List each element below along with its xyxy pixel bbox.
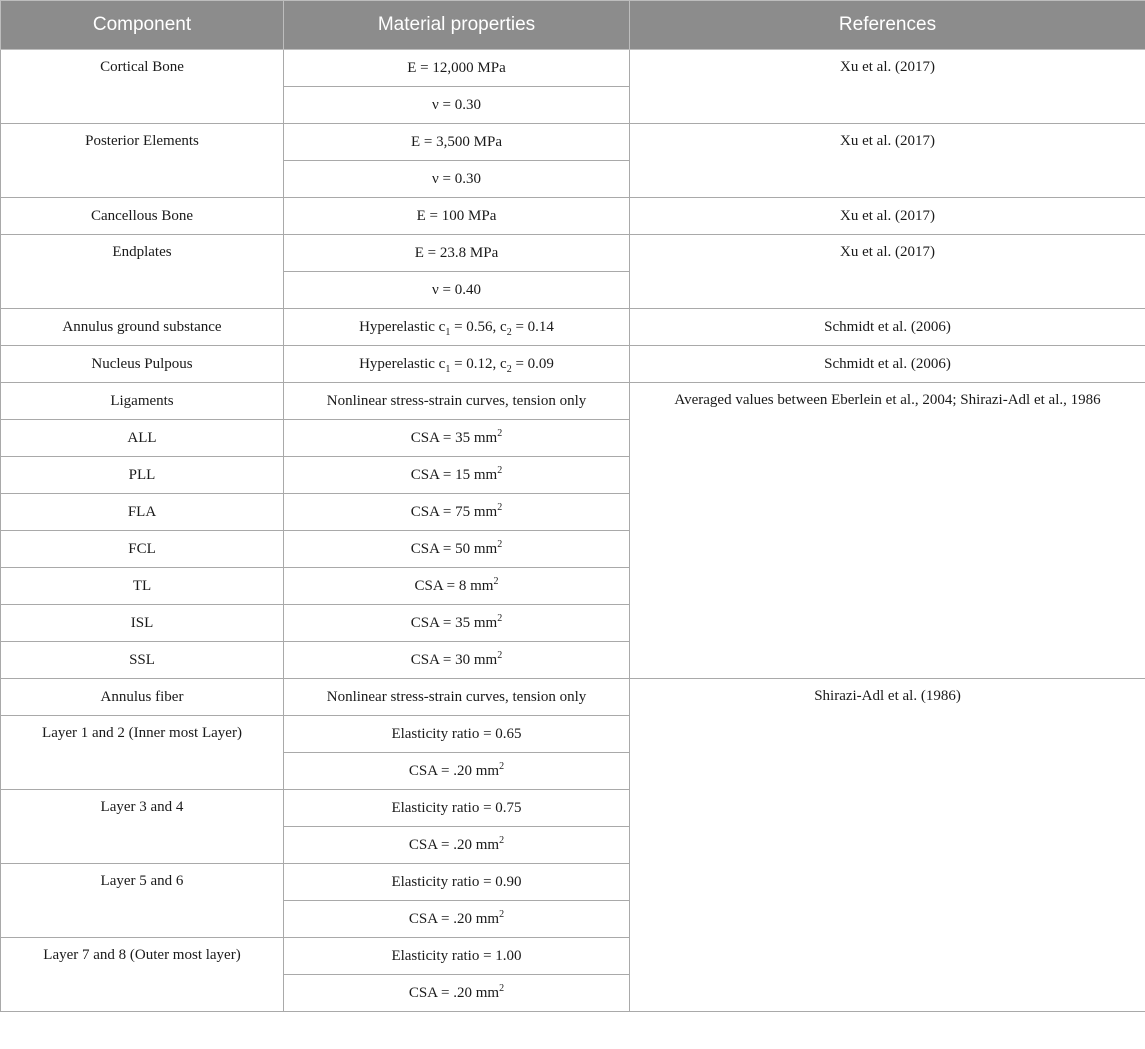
property-cell: CSA = .20 $mm^2$	[284, 901, 630, 938]
component-endplates: Endplates	[1, 235, 284, 309]
property-cell: CSA = 35 $mm^2$	[284, 605, 630, 642]
ligament-name: FLA	[1, 494, 284, 531]
property-cell: ν = 0.30	[284, 161, 630, 198]
table-row	[1, 346, 1145, 383]
table-row	[1, 309, 1145, 346]
table-row	[1, 235, 1145, 272]
reference-cell-ligaments: Averaged values between Eberlein et al., 2004; Shirazi-Adl et al., 1986	[630, 383, 1145, 679]
reference-cell-annulus-fiber: Shirazi-Adl et al. (1986)	[630, 679, 1145, 1012]
property-cell: Elasticity ratio = 0.65	[284, 716, 630, 753]
property-cell: Nonlinear stress-strain curves, tension only	[284, 383, 630, 420]
property-cell: Elasticity ratio = 1.00	[284, 938, 630, 975]
ligament-name: FCL	[1, 531, 284, 568]
property-cell: E = 3,500 MPa	[284, 124, 630, 161]
layer-name: Layer 1 and 2 (Inner most Layer)	[1, 716, 284, 790]
table-row	[1, 679, 1145, 716]
reference-cell: Xu et al. (2017)	[630, 50, 1145, 124]
property-cell: Hyperelastic $c_1 = 0.56$, $c_2 = 0.14$	[284, 309, 630, 346]
reference-cell: Xu et al. (2017)	[630, 198, 1145, 235]
table-row	[1, 124, 1145, 161]
property-cell: CSA = 8 $mm^2$	[284, 568, 630, 605]
property-cell: E = 23.8 MPa	[284, 235, 630, 272]
property-cell: CSA = 35 $mm^2$	[284, 420, 630, 457]
property-cell: CSA = .20 $mm^2$	[284, 975, 630, 1012]
property-cell: CSA = .20 $mm^2$	[284, 827, 630, 864]
component-annulus-ground-substance: Annulus ground substance	[1, 309, 284, 346]
ligament-name: ALL	[1, 420, 284, 457]
reference-cell: Schmidt et al. (2006)	[630, 309, 1145, 346]
component-annulus-fiber: Annulus fiber	[1, 679, 284, 716]
reference-cell: Schmidt et al. (2006)	[630, 346, 1145, 383]
property-cell: CSA = 30 $mm^2$	[284, 642, 630, 679]
table-row	[1, 50, 1145, 87]
table-row	[1, 198, 1145, 235]
layer-name: Layer 5 and 6	[1, 864, 284, 938]
property-cell: Nonlinear stress-strain curves, tension only	[284, 679, 630, 716]
reference-cell: Xu et al. (2017)	[630, 235, 1145, 309]
property-cell: Elasticity ratio = 0.75	[284, 790, 630, 827]
property-cell: Elasticity ratio = 0.90	[284, 864, 630, 901]
property-cell: ν = 0.40	[284, 272, 630, 309]
component-ligaments: Ligaments	[1, 383, 284, 420]
component-posterior-elements: Posterior Elements	[1, 124, 284, 198]
header-material-properties: Material properties	[284, 1, 630, 50]
ligament-name: SSL	[1, 642, 284, 679]
property-cell: E = 12,000 MPa	[284, 50, 630, 87]
property-cell: Hyperelastic $c_1 = 0.12$, $c_2 = 0.09$	[284, 346, 630, 383]
layer-name: Layer 7 and 8 (Outer most layer)	[1, 938, 284, 1012]
layer-name: Layer 3 and 4	[1, 790, 284, 864]
property-cell: CSA = 15 $mm^2$	[284, 457, 630, 494]
header-row	[1, 1, 1145, 50]
component-nucleus-pulpous: Nucleus Pulpous	[1, 346, 284, 383]
component-cancellous-bone: Cancellous Bone	[1, 198, 284, 235]
property-cell: E = 100 MPa	[284, 198, 630, 235]
header-references: References	[630, 1, 1145, 50]
property-cell: CSA = 75 $mm^2$	[284, 494, 630, 531]
property-cell: ν = 0.30	[284, 87, 630, 124]
ligament-name: PLL	[1, 457, 284, 494]
ligament-name: TL	[1, 568, 284, 605]
header-component: Component	[1, 1, 284, 50]
ligament-name: ISL	[1, 605, 284, 642]
reference-cell: Xu et al. (2017)	[630, 124, 1145, 198]
component-cortical-bone: Cortical Bone	[1, 50, 284, 124]
property-cell: CSA = 50 $mm^2$	[284, 531, 630, 568]
property-cell: CSA = .20 $mm^2$	[284, 753, 630, 790]
table-row	[1, 383, 1145, 420]
